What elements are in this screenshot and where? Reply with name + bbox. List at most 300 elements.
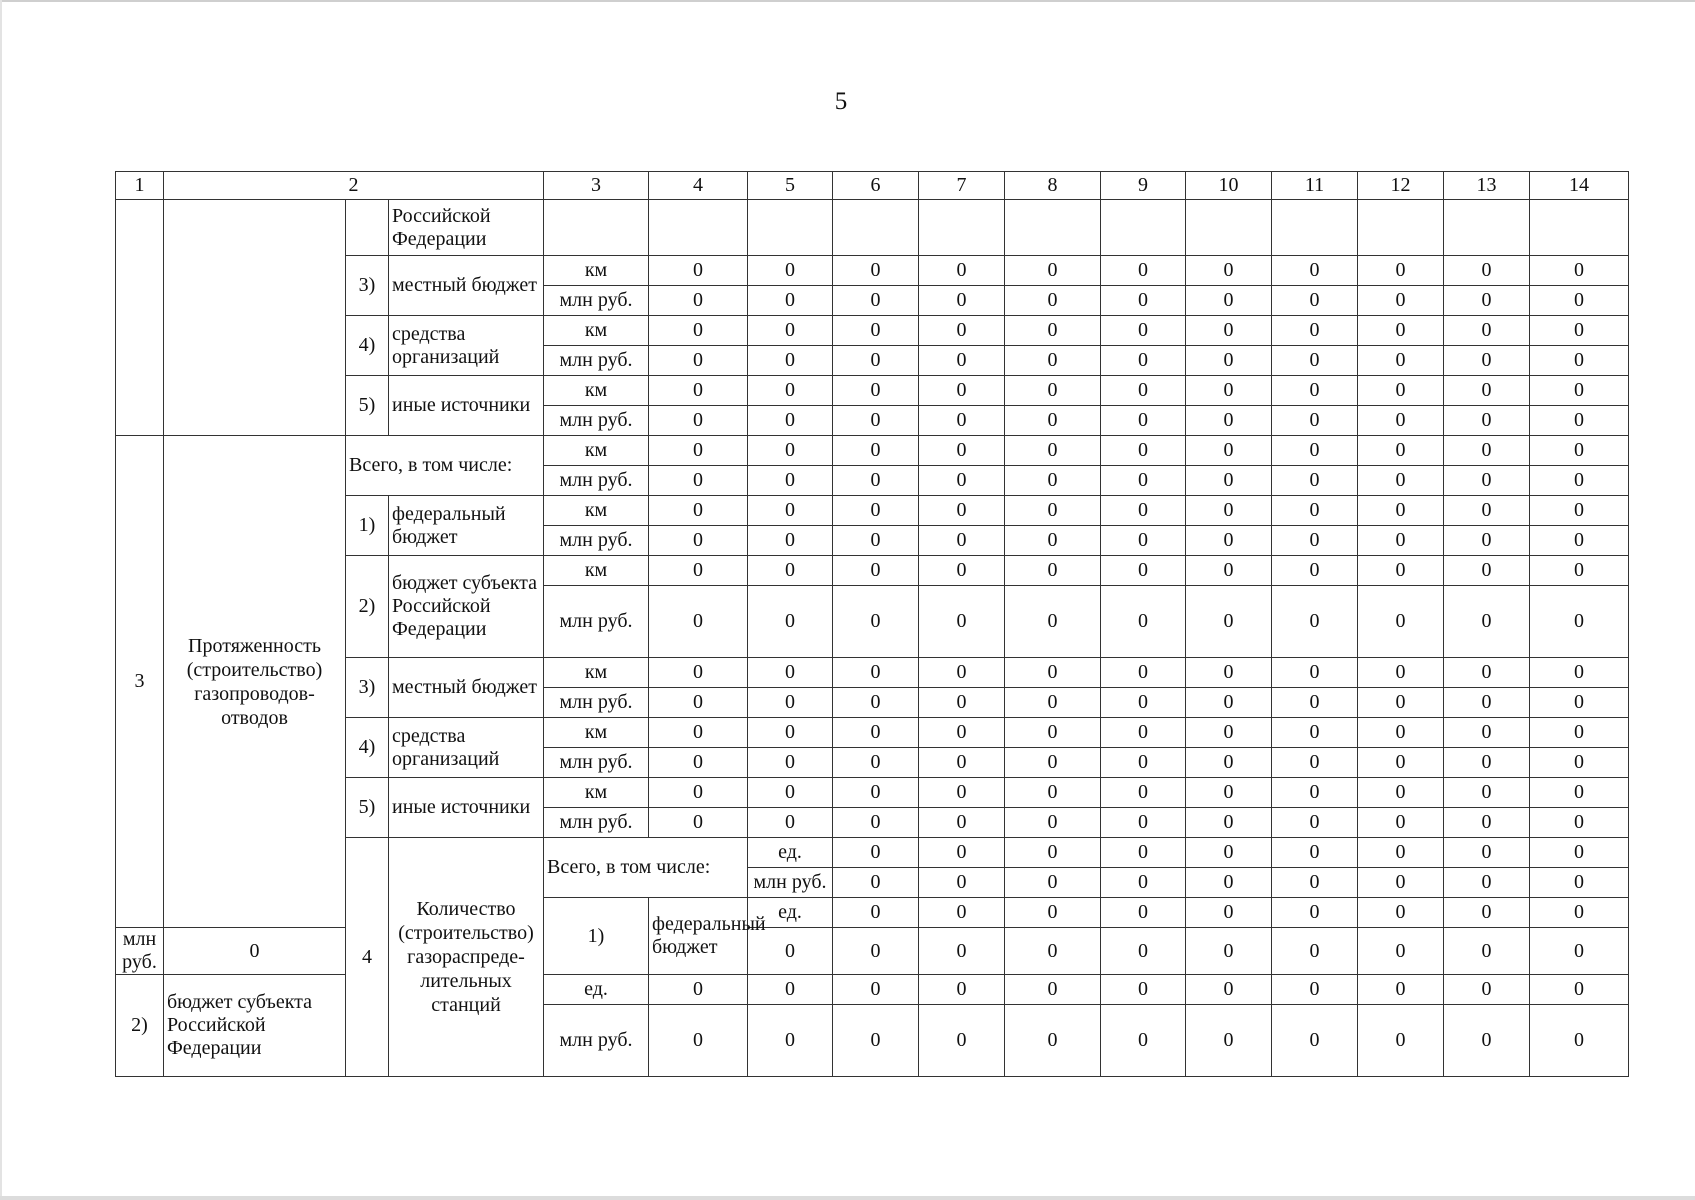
value-cell: 0: [748, 526, 833, 556]
value-cell: 0: [1101, 778, 1186, 808]
value-cell: 0: [1186, 346, 1272, 376]
value-cell: [833, 200, 919, 256]
unit-cell: км: [544, 556, 649, 586]
value-cell: 0: [748, 658, 833, 688]
value-cell: 0: [649, 316, 748, 346]
value-cell: 0: [919, 376, 1005, 406]
value-cell: 0: [1444, 376, 1530, 406]
value-cell: 0: [649, 286, 748, 316]
unit-cell: млн руб.: [748, 868, 833, 898]
value-cell: 0: [1358, 928, 1444, 975]
value-cell: 0: [1272, 658, 1358, 688]
value-cell: 0: [1272, 316, 1358, 346]
source-index: [346, 200, 389, 256]
value-cell: 0: [919, 556, 1005, 586]
unit-cell: млн руб.: [544, 466, 649, 496]
value-cell: 0: [1444, 868, 1530, 898]
value-cell: 0: [1444, 526, 1530, 556]
value-cell: 0: [1101, 1005, 1186, 1077]
value-cell: 0: [1005, 466, 1101, 496]
value-cell: 0: [1101, 718, 1186, 748]
value-cell: 0: [1444, 658, 1530, 688]
source-name: федеральный бюджет: [649, 898, 748, 975]
unit-cell: ед.: [544, 975, 649, 1005]
unit-cell: км: [544, 778, 649, 808]
value-cell: 0: [1530, 346, 1629, 376]
unit-cell: км: [544, 658, 649, 688]
value-cell: 0: [1186, 748, 1272, 778]
value-cell: 0: [1358, 658, 1444, 688]
value-cell: 0: [748, 286, 833, 316]
value-cell: 0: [1358, 526, 1444, 556]
value-cell: 0: [919, 436, 1005, 466]
value-cell: 0: [833, 316, 919, 346]
total-label: Всего, в том числе:: [544, 838, 748, 898]
scan-edge: [0, 0, 2, 1200]
value-cell: 0: [1530, 688, 1629, 718]
value-cell: 0: [919, 286, 1005, 316]
value-cell: 0: [1272, 466, 1358, 496]
value-cell: 0: [1272, 496, 1358, 526]
header-cell: 1: [116, 172, 164, 200]
value-cell: 0: [1101, 376, 1186, 406]
row-number: [116, 200, 164, 436]
source-name: средства организаций: [389, 316, 544, 376]
value-cell: 0: [1444, 975, 1530, 1005]
value-cell: 0: [1444, 778, 1530, 808]
value-cell: 0: [1530, 898, 1629, 928]
value-cell: 0: [833, 586, 919, 658]
header-cell: 8: [1005, 172, 1101, 200]
value-cell: 0: [919, 658, 1005, 688]
value-cell: 0: [649, 688, 748, 718]
unit-cell: км: [544, 316, 649, 346]
value-cell: 0: [1444, 586, 1530, 658]
value-cell: 0: [919, 748, 1005, 778]
value-cell: 0: [919, 586, 1005, 658]
value-cell: 0: [1272, 928, 1358, 975]
value-cell: 0: [1444, 556, 1530, 586]
value-cell: 0: [1186, 316, 1272, 346]
scan-edge: [0, 0, 1695, 2]
value-cell: 0: [919, 688, 1005, 718]
value-cell: 0: [1272, 688, 1358, 718]
value-cell: 0: [1005, 688, 1101, 718]
value-cell: 0: [1444, 898, 1530, 928]
value-cell: 0: [919, 256, 1005, 286]
source-index: 2): [116, 975, 164, 1077]
value-cell: 0: [919, 1005, 1005, 1077]
value-cell: 0: [649, 556, 748, 586]
value-cell: 0: [833, 556, 919, 586]
value-cell: 0: [748, 718, 833, 748]
value-cell: 0: [833, 376, 919, 406]
value-cell: 0: [748, 406, 833, 436]
value-cell: 0: [649, 376, 748, 406]
value-cell: 0: [1005, 928, 1101, 975]
source-name: средства организаций: [389, 718, 544, 778]
value-cell: 0: [1530, 586, 1629, 658]
unit-cell: млн руб.: [116, 928, 164, 975]
value-cell: 0: [649, 406, 748, 436]
value-cell: 0: [1358, 376, 1444, 406]
value-cell: [649, 200, 748, 256]
header-cell: 6: [833, 172, 919, 200]
value-cell: [1272, 200, 1358, 256]
value-cell: 0: [1444, 928, 1530, 975]
value-cell: 0: [1272, 868, 1358, 898]
value-cell: 0: [919, 316, 1005, 346]
header-cell: 7: [919, 172, 1005, 200]
value-cell: 0: [1005, 658, 1101, 688]
source-name: федеральный бюджет: [389, 496, 544, 556]
value-cell: 0: [1101, 286, 1186, 316]
value-cell: 0: [833, 838, 919, 868]
value-cell: 0: [748, 748, 833, 778]
value-cell: 0: [1272, 376, 1358, 406]
value-cell: 0: [1444, 346, 1530, 376]
value-cell: 0: [1358, 975, 1444, 1005]
value-cell: 0: [649, 466, 748, 496]
value-cell: 0: [1186, 868, 1272, 898]
value-cell: 0: [649, 718, 748, 748]
value-cell: 0: [1358, 1005, 1444, 1077]
value-cell: 0: [1444, 256, 1530, 286]
source-name: местный бюджет: [389, 658, 544, 718]
value-cell: 0: [1186, 928, 1272, 975]
value-cell: 0: [919, 718, 1005, 748]
value-cell: 0: [748, 376, 833, 406]
value-cell: 0: [1186, 778, 1272, 808]
value-cell: 0: [1272, 838, 1358, 868]
value-cell: 0: [1005, 586, 1101, 658]
value-cell: 0: [1444, 718, 1530, 748]
value-cell: 0: [1444, 286, 1530, 316]
unit-cell: млн руб.: [544, 1005, 649, 1077]
data-table: [115, 171, 1629, 1077]
value-cell: 0: [1358, 286, 1444, 316]
value-cell: 0: [1530, 658, 1629, 688]
table-row: [116, 200, 1629, 256]
value-cell: 0: [1530, 556, 1629, 586]
value-cell: 0: [1101, 436, 1186, 466]
value-cell: 0: [748, 688, 833, 718]
value-cell: 0: [1358, 808, 1444, 838]
value-cell: 0: [649, 496, 748, 526]
value-cell: 0: [1186, 406, 1272, 436]
value-cell: 0: [1101, 586, 1186, 658]
value-cell: 0: [1005, 406, 1101, 436]
value-cell: 0: [748, 466, 833, 496]
value-cell: 0: [1272, 286, 1358, 316]
value-cell: 0: [1530, 286, 1629, 316]
header-cell: 12: [1358, 172, 1444, 200]
value-cell: 0: [649, 256, 748, 286]
value-cell: 0: [833, 406, 919, 436]
value-cell: 0: [1358, 256, 1444, 286]
indicator-cell: Протяженность (строительство) газопроводов-отводов: [164, 436, 346, 928]
value-cell: 0: [748, 808, 833, 838]
value-cell: 0: [1530, 975, 1629, 1005]
value-cell: 0: [1101, 496, 1186, 526]
value-cell: 0: [1444, 748, 1530, 778]
value-cell: 0: [833, 436, 919, 466]
value-cell: 0: [1530, 496, 1629, 526]
value-cell: 0: [1358, 898, 1444, 928]
value-cell: 0: [1101, 838, 1186, 868]
source-index: 1): [544, 898, 649, 975]
value-cell: 0: [1186, 975, 1272, 1005]
value-cell: 0: [1272, 778, 1358, 808]
source-name: бюджет субъекта Российской Федерации: [164, 975, 346, 1077]
value-cell: 0: [748, 975, 833, 1005]
unit-cell: млн руб.: [544, 688, 649, 718]
value-cell: 0: [1005, 898, 1101, 928]
value-cell: 0: [748, 346, 833, 376]
value-cell: 0: [919, 778, 1005, 808]
value-cell: 0: [833, 526, 919, 556]
value-cell: 0: [1005, 526, 1101, 556]
value-cell: 0: [1358, 838, 1444, 868]
unit-cell: млн руб.: [544, 586, 649, 658]
value-cell: 0: [649, 1005, 748, 1077]
header-cell: 9: [1101, 172, 1186, 200]
header-cell: 10: [1186, 172, 1272, 200]
value-cell: 0: [1101, 526, 1186, 556]
value-cell: 0: [1005, 748, 1101, 778]
value-cell: 0: [1358, 868, 1444, 898]
source-index: 4): [346, 718, 389, 778]
table-row: [116, 975, 1629, 1005]
value-cell: 0: [1101, 748, 1186, 778]
value-cell: 0: [1186, 1005, 1272, 1077]
total-label: Всего, в том числе:: [346, 436, 544, 496]
value-cell: 0: [919, 406, 1005, 436]
value-cell: 0: [1272, 586, 1358, 658]
value-cell: 0: [649, 748, 748, 778]
unit-cell: км: [544, 436, 649, 466]
value-cell: 0: [919, 838, 1005, 868]
value-cell: 0: [1272, 406, 1358, 436]
value-cell: 0: [1272, 436, 1358, 466]
value-cell: [1186, 200, 1272, 256]
value-cell: 0: [1444, 808, 1530, 838]
value-cell: 0: [1530, 928, 1629, 975]
source-index: 3): [346, 658, 389, 718]
value-cell: 0: [1530, 376, 1629, 406]
value-cell: 0: [649, 346, 748, 376]
value-cell: 0: [748, 256, 833, 286]
header-cell: 4: [649, 172, 748, 200]
value-cell: 0: [1272, 808, 1358, 838]
value-cell: 0: [1005, 436, 1101, 466]
unit-cell: км: [544, 376, 649, 406]
value-cell: 0: [1186, 718, 1272, 748]
value-cell: 0: [649, 658, 748, 688]
value-cell: 0: [1358, 466, 1444, 496]
value-cell: 0: [833, 466, 919, 496]
value-cell: 0: [1186, 658, 1272, 688]
value-cell: 0: [1272, 346, 1358, 376]
value-cell: 0: [833, 658, 919, 688]
value-cell: 0: [1444, 406, 1530, 436]
value-cell: 0: [1444, 496, 1530, 526]
unit-cell: млн руб.: [544, 526, 649, 556]
value-cell: 0: [1530, 436, 1629, 466]
value-cell: 0: [1186, 466, 1272, 496]
value-cell: 0: [1444, 436, 1530, 466]
unit-cell: км: [544, 256, 649, 286]
value-cell: [1444, 200, 1530, 256]
unit-cell: км: [544, 496, 649, 526]
header-cell: 2: [164, 172, 544, 200]
value-cell: [1005, 200, 1101, 256]
value-cell: 0: [833, 688, 919, 718]
value-cell: 0: [1272, 1005, 1358, 1077]
value-cell: 0: [1101, 658, 1186, 688]
value-cell: 0: [649, 586, 748, 658]
value-cell: 0: [919, 496, 1005, 526]
unit-cell: млн руб.: [544, 346, 649, 376]
unit-cell: ед.: [748, 898, 833, 928]
value-cell: 0: [1186, 586, 1272, 658]
value-cell: 0: [833, 256, 919, 286]
value-cell: 0: [1186, 496, 1272, 526]
page-number: 5: [834, 88, 848, 115]
header-cell: 13: [1444, 172, 1530, 200]
unit-cell: млн руб.: [544, 748, 649, 778]
value-cell: 0: [833, 928, 919, 975]
value-cell: 0: [1101, 556, 1186, 586]
value-cell: 0: [1005, 868, 1101, 898]
source-name: иные источники: [389, 376, 544, 436]
value-cell: 0: [1358, 346, 1444, 376]
value-cell: 0: [833, 346, 919, 376]
value-cell: 0: [1101, 316, 1186, 346]
value-cell: 0: [919, 466, 1005, 496]
value-cell: 0: [1186, 286, 1272, 316]
value-cell: 0: [1101, 466, 1186, 496]
value-cell: 0: [1530, 406, 1629, 436]
value-cell: 0: [1186, 526, 1272, 556]
value-cell: 0: [1358, 556, 1444, 586]
value-cell: 0: [1358, 406, 1444, 436]
value-cell: 0: [1005, 808, 1101, 838]
value-cell: 0: [1358, 718, 1444, 748]
source-name: местный бюджет: [389, 256, 544, 316]
value-cell: 0: [1272, 975, 1358, 1005]
row-number: 3: [116, 436, 164, 928]
value-cell: 0: [1358, 688, 1444, 718]
value-cell: 0: [833, 496, 919, 526]
value-cell: 0: [1005, 778, 1101, 808]
source-name: иные источники: [389, 778, 544, 838]
value-cell: 0: [1358, 778, 1444, 808]
source-name: Российской Федерации: [389, 200, 544, 256]
value-cell: 0: [1005, 316, 1101, 346]
value-cell: 0: [833, 1005, 919, 1077]
value-cell: 0: [833, 808, 919, 838]
unit-cell: млн руб.: [544, 406, 649, 436]
source-name: бюджет субъекта Российской Федерации: [389, 556, 544, 658]
value-cell: 0: [919, 346, 1005, 376]
value-cell: 0: [1101, 898, 1186, 928]
value-cell: [1101, 200, 1186, 256]
value-cell: 0: [919, 526, 1005, 556]
value-cell: 0: [1530, 256, 1629, 286]
value-cell: [748, 200, 833, 256]
value-cell: 0: [833, 898, 919, 928]
header-cell: 11: [1272, 172, 1358, 200]
value-cell: 0: [1186, 898, 1272, 928]
value-cell: 0: [1186, 256, 1272, 286]
source-index: 5): [346, 778, 389, 838]
unit-cell: ед.: [748, 838, 833, 868]
value-cell: 0: [164, 928, 346, 975]
value-cell: 0: [1272, 256, 1358, 286]
value-cell: 0: [1005, 376, 1101, 406]
value-cell: [919, 200, 1005, 256]
value-cell: 0: [1005, 838, 1101, 868]
value-cell: 0: [1101, 346, 1186, 376]
value-cell: 0: [833, 975, 919, 1005]
source-index: 5): [346, 376, 389, 436]
header-cell: 3: [544, 172, 649, 200]
value-cell: 0: [1358, 496, 1444, 526]
value-cell: 0: [1186, 436, 1272, 466]
value-cell: 0: [1530, 808, 1629, 838]
value-cell: 0: [1272, 556, 1358, 586]
value-cell: 0: [748, 316, 833, 346]
unit-cell: млн руб.: [544, 808, 649, 838]
header-cell: 5: [748, 172, 833, 200]
value-cell: 0: [1358, 586, 1444, 658]
value-cell: 0: [1101, 406, 1186, 436]
value-cell: 0: [1272, 748, 1358, 778]
value-cell: 0: [748, 436, 833, 466]
value-cell: 0: [1530, 748, 1629, 778]
value-cell: 0: [1444, 1005, 1530, 1077]
value-cell: 0: [649, 808, 748, 838]
value-cell: 0: [1358, 436, 1444, 466]
value-cell: 0: [1530, 838, 1629, 868]
value-cell: 0: [1005, 718, 1101, 748]
value-cell: 0: [748, 556, 833, 586]
value-cell: 0: [833, 868, 919, 898]
value-cell: 0: [1530, 868, 1629, 898]
unit-cell: млн руб.: [544, 286, 649, 316]
row-number: 4: [346, 838, 389, 1077]
value-cell: 0: [919, 975, 1005, 1005]
value-cell: 0: [649, 778, 748, 808]
value-cell: 0: [1358, 748, 1444, 778]
value-cell: 0: [919, 928, 1005, 975]
value-cell: 0: [748, 778, 833, 808]
value-cell: 0: [1101, 975, 1186, 1005]
value-cell: 0: [1101, 928, 1186, 975]
value-cell: 0: [649, 436, 748, 466]
value-cell: 0: [1005, 496, 1101, 526]
indicator-cell: [164, 200, 346, 436]
value-cell: 0: [1530, 526, 1629, 556]
value-cell: 0: [1530, 778, 1629, 808]
table-row: [116, 928, 1629, 975]
value-cell: 0: [1358, 316, 1444, 346]
value-cell: 0: [1005, 556, 1101, 586]
value-cell: [544, 200, 649, 256]
value-cell: [1530, 200, 1629, 256]
value-cell: 0: [1444, 466, 1530, 496]
